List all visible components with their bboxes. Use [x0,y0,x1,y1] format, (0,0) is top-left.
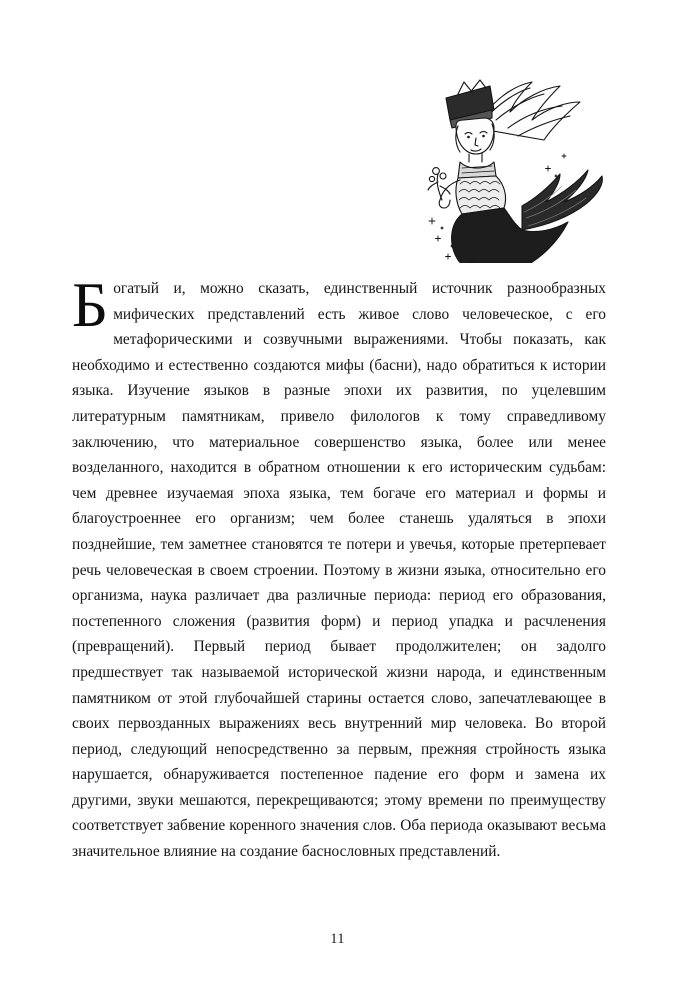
page-body-text [72,270,606,865]
body-paragraph [72,270,606,865]
page-number: 11 [330,931,345,947]
drop-cap: Б [72,270,109,340]
sirin-bird-woman-engraving [372,58,612,263]
body-paragraph-text: огатый и, можно сказать, единственный источник разнообразных мифических представлений есть живое слово человеческое, с его метафорическими и созвучными выражениями. Чтобы показать, как необходимо и естественно создаются мифы (басни), надо обратиться к истории языка. Изучение языков в разные эпохи их развития, по уцелевшим литературным памятникам, привело филологов к тому справедливому заключению, что материальное совершенство языка, более или менее возделанного, находится в обратном отношении к его историческим судьбам: чем древнее изучаемая эпоха языка, тем богаче его материал и формы и благоустроеннее его организм; чем более станешь удаляться в эпохи позднейшие, тем заметнее становятся те потери и увечья, которые претерпевает речь человеческая в своем строении. Поэтому в жизни языка, относительно его организма, наука различает два различные периода: период его образования, постепенного сложения (развития форм) и период упадка и расчленения (превращений). Первый период бывает продолжителен; он задолго предшествует так называемой исторической жизни народа, и единственным памятником от этой глубочайшей старины остается слово, запечатлевающее в своих первозданных выражениях весь внутренний мир человека. Во второй период, следующий непосредственно за первым, прежняя стройность языка нарушается, обнаруживается постепенное падение его форм и замена их другими, звуки мешаются, перекрещиваются; этому времени по преимуществу соответствует забвение коренного значения слов. Оба периода оказывают весьма значительное влияние на создание баснословных представлений. [72,280,606,861]
